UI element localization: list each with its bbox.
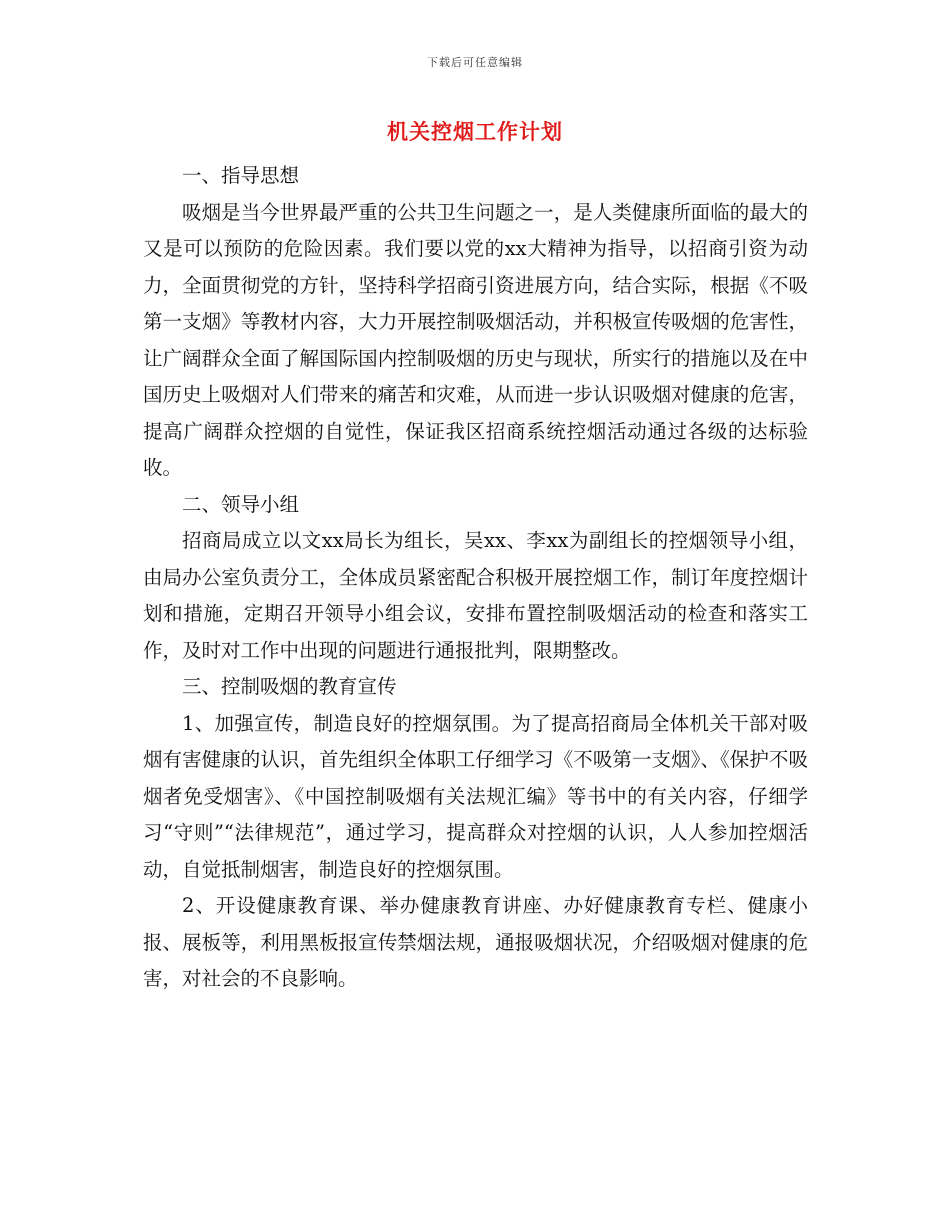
section-heading-leadership-group: 二、领导小组 <box>182 492 300 516</box>
section-heading-education-publicity: 三、控制吸烟的教育宣传 <box>182 675 397 698</box>
section-heading-guiding-ideology: 一、指导思想 <box>182 164 300 187</box>
paragraph-publicity-item-1: 1、加强宣传，制造良好的控烟氛围。为了提高招商局全体机关干部对吸烟有害健康的认识，首先组织全体职工仔细学习《不吸第一支烟》、《保护不吸烟者免受烟害》、《中国控制吸烟有关法规汇编》等书中的有关内容，仔细学习“守则”“法律规范”，通过学习，提高群众对控烟的认识，人人参加控烟活动，自觉抵制烟害，制造良好的控烟氛围。 <box>143 711 808 881</box>
paragraph-leadership-group: 招商局成立以文xx局长为组长，吴xx、李xx为副组长的控烟领导小组，由局办公室负责分工，全体成员紧密配合积极开展控烟工作，制订年度控烟计划和措施，定期召开领导小组会议，安排布置控制吸烟活动的检查和落实工作，及时对工作中出现的问题进行通报批判，限期整改。 <box>143 529 808 662</box>
paragraph-guiding-ideology: 吸烟是当今世界最严重的公共卫生问题之一，是人类健康所面临的最大的又是可以预防的危险因素。我们要以党的xx大精神为指导，以招商引资为动力，全面贯彻党的方针，坚持科学招商引资进展方向，结合实际，根据《不吸第一支烟》等教材内容，大力开展控制吸烟活动，并积极宣传吸烟的危害性，让广阔群众全面了解国际国内控制吸烟的历史与现状，所实行的措施以及在中国历史上吸烟对人们带来的痛苦和灾难，从而进一步认识吸烟对健康的危害，提高广阔群众控烟的自觉性，保证我区招商系统控烟活动通过各级的达标验收。 <box>143 200 808 479</box>
paragraph-publicity-item-2: 2、开设健康教育课、举办健康教育讲座、办好健康教育专栏、健康小报、展板等，利用黑板报宣传禁烟法规，通报吸烟状况，介绍吸烟对健康的危害，对社会的不良影响。 <box>143 894 808 990</box>
document-title: 机关控烟工作计划 <box>387 119 563 144</box>
document-body <box>143 158 808 998</box>
header-note: 下载后可任意编辑 <box>427 56 523 69</box>
